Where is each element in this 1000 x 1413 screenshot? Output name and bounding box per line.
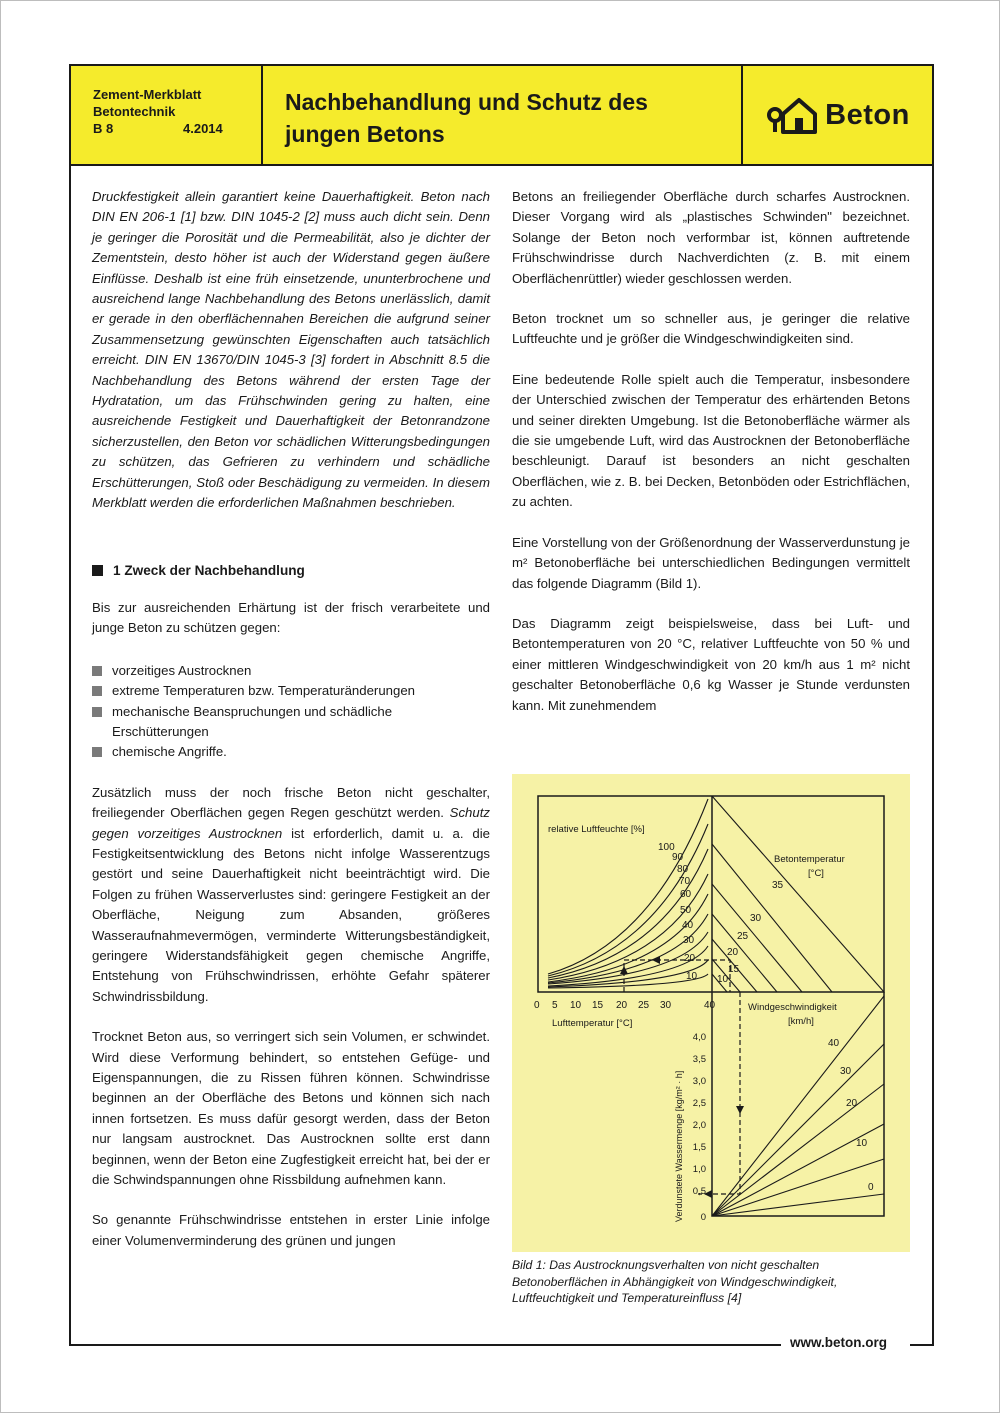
bt-axis-unit: [°C] — [808, 868, 824, 879]
series-name: Zement-Merkblatt — [93, 87, 202, 102]
bt-value: 10 — [717, 974, 729, 985]
y-tick: 4,0 — [692, 1032, 706, 1043]
series-subject: Betontechnik — [93, 104, 176, 119]
air-tick: 40 — [704, 1000, 716, 1011]
house-key-icon — [765, 92, 819, 138]
protection-list — [92, 661, 490, 763]
rh-value: 10 — [686, 971, 698, 982]
rh-value: 20 — [684, 953, 696, 964]
air-temp-label: Lufttemperatur [°C] — [552, 1018, 633, 1029]
y-tick: 1,0 — [692, 1164, 706, 1175]
paragraph-early-cracks: So genannte Frühschwindrisse entstehen in erster Linie infolge einer Volumenverminderung des grünen und jungen — [92, 1212, 490, 1248]
paragraph-rain — [92, 783, 490, 1007]
footer-rule — [69, 1344, 781, 1346]
bt-value: 15 — [728, 964, 740, 975]
wind-value: 40 — [828, 1038, 840, 1049]
bt-value: 25 — [737, 931, 749, 942]
list-item: vorzeitiges Austrocknen — [92, 661, 490, 681]
rh-axis-label: relative Luftfeuchte [%] — [548, 824, 645, 835]
evap-y-ticks — [693, 1032, 706, 1223]
beton-logo — [743, 66, 932, 164]
rh-value: 100 — [658, 842, 675, 853]
intro-text: Druckfestigkeit allein garantiert keine Dauerhaftigkeit. Beton nach DIN EN 206-1 [1] bzw. DIN 1045-2 [2] muss auch dicht sein. Denn je geringer die Porosität und die Permeabilität, also je dichter der Zementstein, desto höher ist auch der Widerstand gegen äußere Einflüsse. Deshalb ist eine früh einsetzende, ununterbrochene und ausreichend lange Nachbehandlung des Betons unerlässlich, damit er gerade in den oberflächennahen Bereichen die aufgrund seiner Zusammensetzung gewünschten Eigenschaften auch tatsächlich erreicht. DIN EN 13670/DIN 1045-3 [3] fordert in Abschnitt 8.5 die Nachbehandlung des Betons während der ersten Tage der Hydratation, um das Frühschwinden gering zu halten, eine ausreichende Festigkeit und Dauerhaftigkeit der Betonrandzone sicherzustellen, den Beton vor schädlichen Witterungsbedingungen zu schützen, das Gefrieren zu verhindern und schädliche Erschütterungen, Stoß oder Beschädigung zu vermeiden. In diesem Merkblatt werden die erforderlichen Maßnahmen beschrieben. — [92, 189, 490, 511]
concrete-temp-lines — [712, 796, 884, 992]
bt-value: 20 — [727, 947, 739, 958]
sheet-code: B 8 — [93, 121, 114, 136]
wind-axis-label: Windgeschwindigkeit — [748, 1002, 837, 1013]
title-line-1: Nachbehandlung und Schutz des — [285, 89, 648, 115]
nomogram — [512, 774, 910, 1252]
right-rule — [932, 166, 934, 1344]
paragraph-temperature: Eine bedeutende Rolle spielt auch die Temperatur, insbesondere der Unterschied zwischen der Temperatur des erhärtenden Betons und seiner direkten Umgebung. Ist die Betonoberfläche wärmer als die sie umgebende Luft, wird das Austrocknen der Betonoberfläche beschleunigt. Darauf ist besonders an nicht geschalten Oberflächen, wie z. B. bei Decken, Betonböden oder Estrichflächen, zu achten. — [512, 371, 910, 510]
evaporation-diagram — [512, 774, 910, 1252]
title-line-2: jungen Betons — [285, 121, 445, 147]
heading-text: 1 Zweck der Nachbehandlung — [113, 562, 305, 578]
air-tick: 30 — [660, 1000, 672, 1011]
rh-value: 40 — [682, 920, 694, 931]
list-item: chemische Angriffe. — [92, 742, 490, 762]
bt-value: 30 — [750, 913, 762, 924]
list-item: mechanische Beanspruchungen und schädliche Erschütterungen — [92, 702, 490, 743]
rh-value: 70 — [679, 876, 691, 887]
air-temp-ticks — [534, 1000, 716, 1011]
paragraph-diagram-intro: Eine Vorstellung von der Größenordnung der Wasserverdunstung je m² Betonoberfläche bei unterschiedlichen Bedingungen vermittelt das folgende Diagramm (Bild 1). — [512, 534, 910, 591]
paragraph-humidity: Beton trocknet um so schneller aus, je geringer die relative Luftfeuchte und je größer die Windgeschwindigkeiten sind. — [512, 311, 910, 347]
rh-value: 90 — [672, 852, 684, 863]
paragraph-rain-emphasis: Schutz gegen vorzeitiges Austrocknen — [92, 805, 490, 841]
header — [69, 64, 934, 166]
y-tick: 0 — [700, 1212, 706, 1223]
air-tick: 10 — [570, 1000, 582, 1011]
rh-value: 50 — [680, 905, 692, 916]
wind-value: 20 — [846, 1098, 858, 1109]
bt-value: 35 — [772, 880, 784, 891]
paragraph-protect: Bis zur ausreichenden Erhärtung ist der frisch verarbeitete und junge Beton zu schützen gegen: — [92, 599, 490, 636]
page-title — [263, 66, 743, 164]
footer-url[interactable]: www.beton.org — [790, 1335, 887, 1350]
y-tick: 2,0 — [692, 1120, 706, 1131]
air-tick: 20 — [616, 1000, 628, 1011]
y-tick: 0,5 — [692, 1186, 706, 1197]
right-column — [512, 187, 910, 716]
paragraph-example: Das Diagramm zeigt beispielsweise, dass bei Luft- und Betontemperaturen von 20 °C, relativer Luftfeuchte von 50 % und einer mittleren Windgeschwindigkeit von 20 km/h aus 1 m² nicht geschalter Betonoberfläche 0,6 kg Wasser je Stunde verdunsten kann. Mit zunehmendem — [512, 615, 910, 713]
air-tick: 0 — [534, 1000, 540, 1011]
left-column — [92, 187, 490, 1251]
figure-caption: Bild 1: Das Austrocknungsverhalten von nicht geschalten Betonoberflächen in Abhängigkeit von Windgeschwindigkeit, Luftfeuchtigkeit und Temperatureinfluss [4] — [512, 1258, 838, 1305]
logo-word: Beton — [825, 98, 910, 131]
bt-axis-label: Betontemperatur — [774, 854, 845, 865]
air-tick: 15 — [592, 1000, 604, 1011]
wind-value: 0 — [868, 1182, 874, 1193]
evap-y-label: Verdunstete Wassermenge [kg/m² · h] — [674, 1070, 684, 1222]
rh-value: 60 — [680, 889, 692, 900]
paragraph-plastic-shrinkage: Betons an freiliegender Oberfläche durch scharfes Austrocknen. Dieser Vorgang wird als „plastisches Schwinden" bezeichnet. Solange der Beton noch verformbar ist, können auftretende Frühschwindrisse durch Nachverdichten (z. B. mit einem Oberflächenrüttler) wieder geschlossen werden. — [512, 189, 910, 286]
header-meta — [71, 66, 263, 164]
wind-value: 30 — [840, 1066, 852, 1077]
list-item: extreme Temperaturen bzw. Temperaturänderungen — [92, 681, 490, 701]
intro-paragraph — [92, 187, 490, 514]
y-tick: 2,5 — [692, 1098, 706, 1109]
air-tick: 25 — [638, 1000, 650, 1011]
heading-square-icon — [92, 565, 103, 576]
rh-value: 30 — [683, 935, 695, 946]
wind-axis-unit: [km/h] — [788, 1016, 814, 1027]
wind-value: 10 — [856, 1138, 868, 1149]
air-tick: 5 — [552, 1000, 558, 1011]
sheet-date: 4.2014 — [183, 121, 223, 136]
y-tick: 3,5 — [692, 1054, 706, 1065]
y-tick: 3,0 — [692, 1076, 706, 1087]
paragraph-rain-a: Zusätzlich muss der noch frische Beton nicht geschalter, freiliegender Oberflächen gegen Regen geschützt werden. — [92, 784, 490, 821]
code-date-row — [93, 120, 261, 137]
footer-rule-end — [910, 1344, 934, 1346]
paragraph-rain-c: ist erforderlich, damit u. a. die Festigkeitsentwicklung des Betons nicht infolge Wasserentzugs gestört und seine Dauerhaftigkeit nicht beeinträchtigt wird. Die Folgen zu frühen Wasserverlustes sind: geringere Festigkeit an der Oberfläche, Neigung zum Absanden, größeres Wasseraufnahmevermögen, verminderte Witterungsbeständigkeit, geringere Widerstandsfähigkeit gegen chemische Angriffe, Entstehung von Frühschwindrissen, erhöhte Gefahr späterer Schwindrissbildung. — [92, 825, 490, 1004]
left-rule — [69, 166, 71, 1344]
section-heading — [92, 561, 490, 581]
rh-value: 80 — [677, 864, 689, 875]
y-tick: 1,5 — [692, 1142, 706, 1153]
paragraph-shrinkage: Trocknet Beton aus, so verringert sich sein Volumen, er schwindet. Wird diese Verformung behindert, so entstehen Gefüge- und Eigenspannungen, die zu Rissen führen können. Schwindrisse beginnen an der Oberfläche des Betons und können sich nach innen fortsetzen. Es muss dafür gesorgt werden, dass der Beton nur langsam austrocknet. Das Austrocknen sollte erst dann beginnen, wenn der Beton eine Zugfestigkeit erreicht hat, bei der er die Schwindspannungen ohne Rissbildung aufnehmen kann. — [92, 1029, 490, 1188]
